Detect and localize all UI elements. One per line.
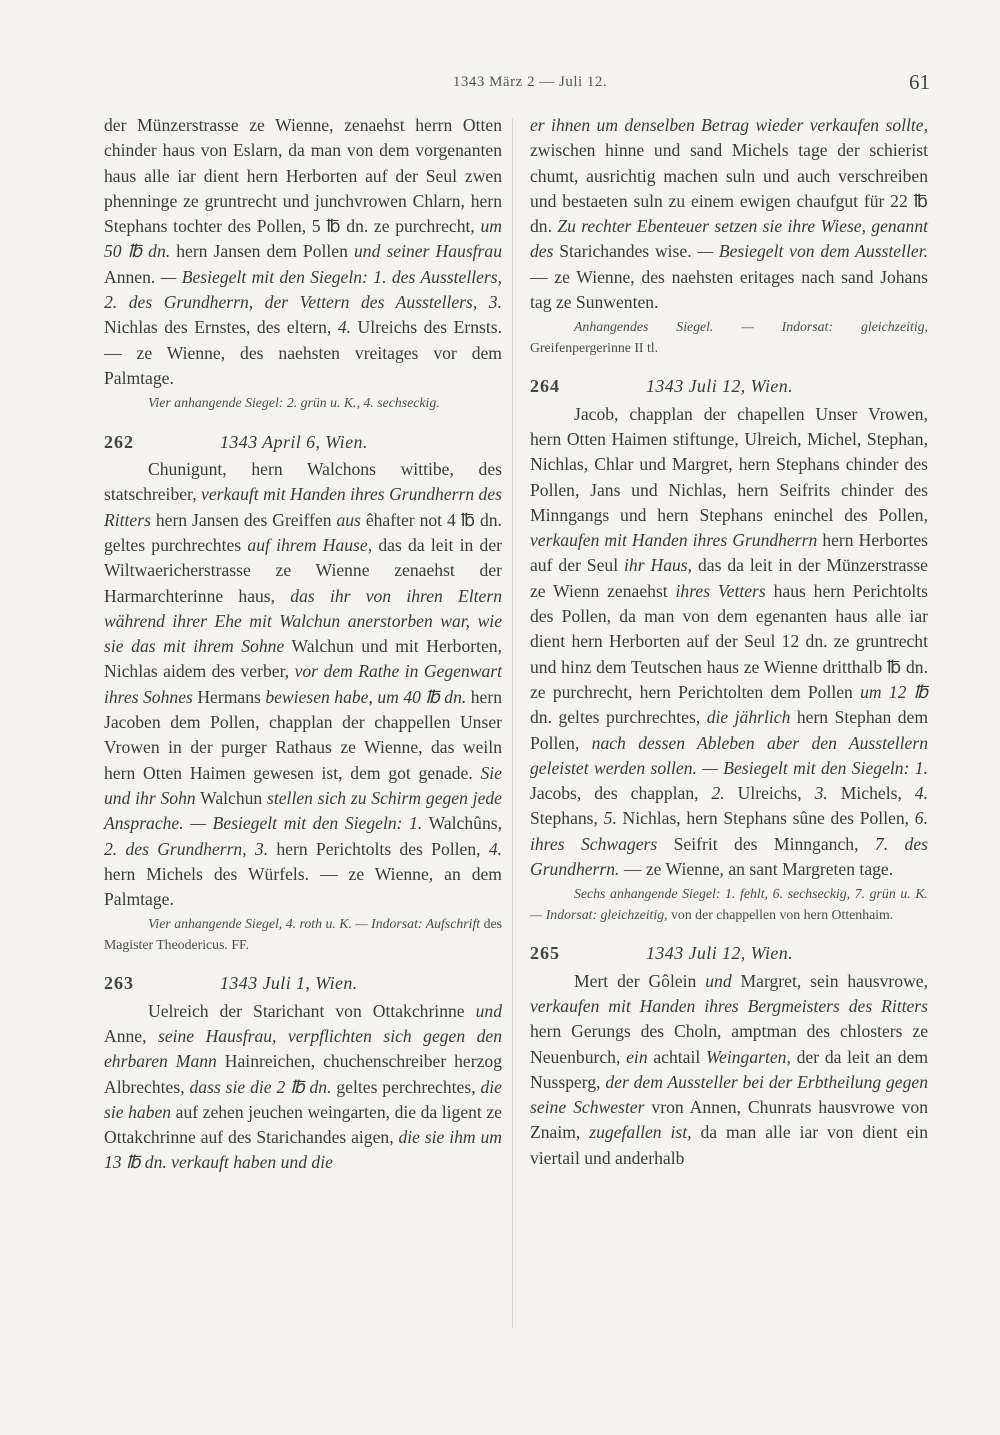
- entry-body: [530, 969, 928, 1171]
- text-run: hern Perichtolts des Pollen,: [268, 838, 489, 859]
- italic-run: 6. ihres Schwagers: [530, 808, 928, 854]
- italic-run: ein: [626, 1046, 648, 1067]
- italic-run: Sie und ihr Sohn: [104, 762, 502, 808]
- text-run: von der chappellen von hern Ottenhaim.: [667, 906, 894, 922]
- text-run: Stephans,: [530, 808, 604, 829]
- text-run: hern Michels des Würfels. — ze Wienne, an dem Palmtage.: [104, 863, 502, 910]
- text-run: Hainreichen, chuchenschreiber herzog Albrechtes,: [104, 1051, 502, 1097]
- italic-run: zugefallen ist,: [589, 1122, 692, 1143]
- running-title: 1343 März 2 — Juli 12.: [452, 74, 608, 90]
- italic-run: 4.: [488, 838, 503, 859]
- italic-run: er ihnen um denselben Betrag wieder verkaufen sollte,: [530, 115, 928, 135]
- text-run: hern Jansen dem Pollen: [170, 241, 354, 262]
- italic-run: auf ihrem Hause,: [247, 534, 373, 555]
- italic-run: um 50 ℔ dn.: [104, 216, 502, 262]
- italic-run: ihres Vetters: [675, 580, 766, 601]
- italic-run: Sechs anhangende Siegel: 1. fehlt, 6. sechseckig, 7. grün u. K. — Indorsat: gleichzeitig,: [530, 886, 928, 922]
- italic-run: 2. des Grundherrn, 3.: [104, 838, 269, 859]
- entry-body: [530, 402, 928, 883]
- italic-run: um 12 ℔: [860, 681, 928, 702]
- italic-run: — Besiegelt mit den Siegeln: 1. des Ausstellers, 2. des Grundherrn, der Vettern des Ausstellers, 3.: [104, 266, 503, 313]
- entry-number: 262: [104, 431, 134, 452]
- text-run: Michels,: [827, 783, 915, 804]
- italic-run: Zu rechter Ebenteuer setzen sie ihre Wiese, genannt des: [530, 216, 929, 262]
- text-run: hern Herbortes auf der Seul: [530, 530, 928, 576]
- entry-heading: [530, 941, 928, 966]
- italic-run: Vier anhangende Siegel: 2. grün u. K., 4. sechseckig.: [148, 395, 440, 411]
- column-divider: [512, 118, 513, 1328]
- italic-run: 2.: [711, 783, 725, 804]
- italic-run: das ihr von ihren Eltern während ihrer Ehe mit Walchun anerstorben war, wie sie das mit ihrem Sohne: [104, 585, 503, 657]
- entry-body: [104, 457, 502, 912]
- italic-run: die jährlich: [706, 707, 791, 728]
- seal-note: [530, 317, 928, 358]
- text-run: Uelreich der Starichant von Ottakchrinne: [148, 1000, 476, 1021]
- italic-run: 3.: [814, 783, 828, 804]
- text-run: des Magister Theodericus. FF.: [104, 916, 502, 952]
- text-run: zwischen hinne und sand Michels tage der schierist chumt, ausrichtig machen suln und auch verschreiben und bestaeten suln zu einem ewigen chaufgut für 22 ℔ dn.: [530, 140, 928, 237]
- text-run: der Münzerstrasse ze Wienne, zenaehst herrn Otten chinder haus von Eslarn, da man von dem vorgenanten haus alle iar dient hern Herborten auf der Seul zwen phenninge ze gruntrecht und junchvrowen Chlarn, hern Stephans tochter des Pollen, 5 ℔ dn. ze purchrecht,: [104, 115, 502, 237]
- text-run: Anne,: [104, 1026, 158, 1046]
- italic-run: stellen sich zu Schirm gegen jede Ansprache. — Besiegelt mit den Siegeln: 1.: [104, 787, 502, 834]
- italic-run: aus: [336, 509, 361, 530]
- text-run: Seifrit des Minnganch,: [657, 833, 875, 854]
- text-run: — ze Wienne, an sant Margreten tage.: [619, 859, 894, 880]
- text-run: — ze Wienne, des naehsten eritages nach sand Johans tag ze Sunwenten.: [530, 266, 928, 313]
- text-run: êhafter not 4 ℔ dn. geltes purchrechtes: [104, 509, 502, 555]
- text-run: Starichandes wise.: [553, 241, 698, 262]
- text-run: haus hern Perichtolts des Pollen, da man von dem egenanten haus alle iar dient hern Herborten auf der Seul 12 dn. ze gruntrecht und hinz dem Teutschen haus ze Wienne dritthalb ℔ dn. ze purchrecht, hern Perichtolten dem Pollen: [530, 580, 928, 702]
- italic-run: Vier anhangende Siegel, 4. roth u. K. — Indorsat: Aufschrift: [148, 916, 481, 932]
- text-run: achtail: [647, 1046, 706, 1067]
- seal-note: [530, 884, 928, 925]
- italic-run: die sie haben: [104, 1076, 502, 1122]
- italic-run: 7. des Grundherrn.: [530, 833, 928, 880]
- italic-run: 5.: [603, 808, 617, 829]
- text-run: Walchun: [195, 787, 268, 808]
- entry-number: 265: [530, 943, 560, 964]
- continued-entry-261: [104, 113, 502, 391]
- italic-run: der dem Aussteller bei der Erbtheilung gegen seine Schwester: [530, 1071, 928, 1118]
- text-run: das da leit in der Münzerstrasse ze Wienn zenaehst: [530, 555, 928, 601]
- italic-run: 4.: [337, 317, 352, 338]
- italic-run: verkaufen mit Handen ihres Grundherrn: [530, 530, 818, 551]
- italic-run: Weingarten,: [706, 1046, 791, 1067]
- entry-date: 1343 Juli 1, Wien.: [220, 973, 358, 994]
- entry-number: 264: [530, 376, 560, 397]
- text-run: Ulreichs,: [724, 783, 815, 804]
- italic-run: seine Hausfrau, verpflichten sich gegen den ehrbaren Mann: [104, 1026, 503, 1072]
- italic-run: verkauft mit Handen ihres Grundherrn des Ritters: [104, 484, 502, 530]
- running-head: [0, 70, 1000, 96]
- italic-run: und: [475, 1000, 502, 1021]
- right-column: [530, 113, 928, 1171]
- entry-body: [104, 999, 502, 1176]
- text-run: Nichlas des Ernstes, des eltern,: [104, 317, 338, 338]
- italic-run: dass sie die 2 ℔ dn.: [189, 1076, 332, 1097]
- entry-date: 1343 Juli 12, Wien.: [646, 376, 794, 397]
- italic-run: und seiner Hausfrau: [353, 241, 502, 262]
- entry-heading: [104, 971, 502, 996]
- continued-entry-263: [530, 113, 928, 315]
- text-run: Greifenpergerinne II tl.: [530, 339, 659, 355]
- italic-run: nach dessen Ableben aber den Ausstellern geleistet werden sollen. — Besiegelt mit den Siegeln: 1.: [530, 732, 929, 778]
- text-run: Chunigunt, hern Walchons wittibe, des statschreiber,: [104, 459, 502, 505]
- entry-heading: [530, 374, 928, 399]
- italic-run: die sie ihm um 13 ℔ dn. verkauft haben und die: [104, 1127, 502, 1173]
- entry-number: 263: [104, 973, 134, 994]
- italic-run: verkaufen mit Handen ihres Bergmeisters des Ritters: [530, 995, 928, 1016]
- left-column: [104, 113, 502, 1176]
- text-run: Jacob, chapplan der chapellen Unser Vrowen, hern Otten Haimen stiftunge, Ulreich, Michel, Stephan, Nichlas, Chlar und Margret, hern Stephans chinder des Pollen, Jans und Nichlas, hern Seifrits chinder des Minngangs und hern Stephans eninchel des Pollen,: [530, 403, 928, 525]
- text-run: Margret, sein hausvrowe,: [731, 970, 928, 991]
- entry-date: 1343 Juli 12, Wien.: [646, 943, 794, 964]
- text-run: hern Stephan dem Pollen,: [530, 707, 928, 753]
- text-run: Hermans: [192, 686, 266, 707]
- italic-run: bewiesen habe, um 40 ℔ dn.: [265, 686, 467, 707]
- text-run: Annen.: [104, 266, 161, 287]
- entry-date: 1343 April 6, Wien.: [220, 431, 368, 452]
- text-run: Walchûns,: [422, 813, 503, 834]
- text-run: Jacobs, des chapplan,: [530, 783, 712, 804]
- text-run: Walchun und mit Herborten, Nichlas aidem des verber,: [104, 636, 502, 682]
- italic-run: — Besiegelt von dem Aussteller.: [697, 241, 928, 262]
- text-run: geltes perchrechtes,: [331, 1076, 481, 1097]
- seal-note: [104, 914, 502, 955]
- text-run: vron Annen, Chunrats hausvrowe von Znaim,: [530, 1097, 928, 1143]
- text-run: Mert der Gôlein: [574, 970, 706, 991]
- text-run: Ulreichs des Ernsts. — ze Wienne, des naehsten vreitages vor dem Palmtage.: [104, 317, 502, 388]
- italic-run: Anhangendes Siegel. — Indorsat: gleichzeitig,: [574, 319, 928, 335]
- italic-run: ihr Haus,: [624, 555, 693, 576]
- entry-heading: [104, 430, 502, 455]
- text-run: das da leit in der Wiltwaericherstrasse ze Wienne zenaehst der Harmarchterinne haus,: [104, 534, 502, 606]
- text-run: der da leit an dem Nussperg,: [530, 1046, 929, 1092]
- text-run: dn. geltes purchrechtes,: [530, 707, 707, 728]
- text-run: hern Jacoben dem Pollen, chapplan der chappellen Unser Vrowen in der purger Rathaus ze Wienne, das weiln hern Otten Haimen gewesen ist, dem got genade.: [104, 686, 503, 783]
- text-run: Nichlas, hern Stephans sûne des Pollen,: [616, 808, 915, 829]
- page-number: 61: [909, 70, 930, 94]
- italic-run: und: [705, 970, 732, 991]
- italic-run: vor dem Rathe in Gegenwart ihres Sohnes: [104, 661, 503, 707]
- text-run: hern Gerungs des Choln, amptman des chlosters ze Neuenburch,: [530, 1021, 928, 1067]
- italic-run: 4.: [914, 783, 928, 804]
- text-run: hern Jansen des Greiffen: [150, 509, 337, 530]
- text-run: auf zehen jeuchen weingarten, die da ligent ze Ottakchrinne auf des Starichandes aigen,: [104, 1101, 502, 1148]
- seal-note: [104, 393, 502, 414]
- text-run: da man alle iar von dient ein viertail und anderhalb: [530, 1122, 928, 1168]
